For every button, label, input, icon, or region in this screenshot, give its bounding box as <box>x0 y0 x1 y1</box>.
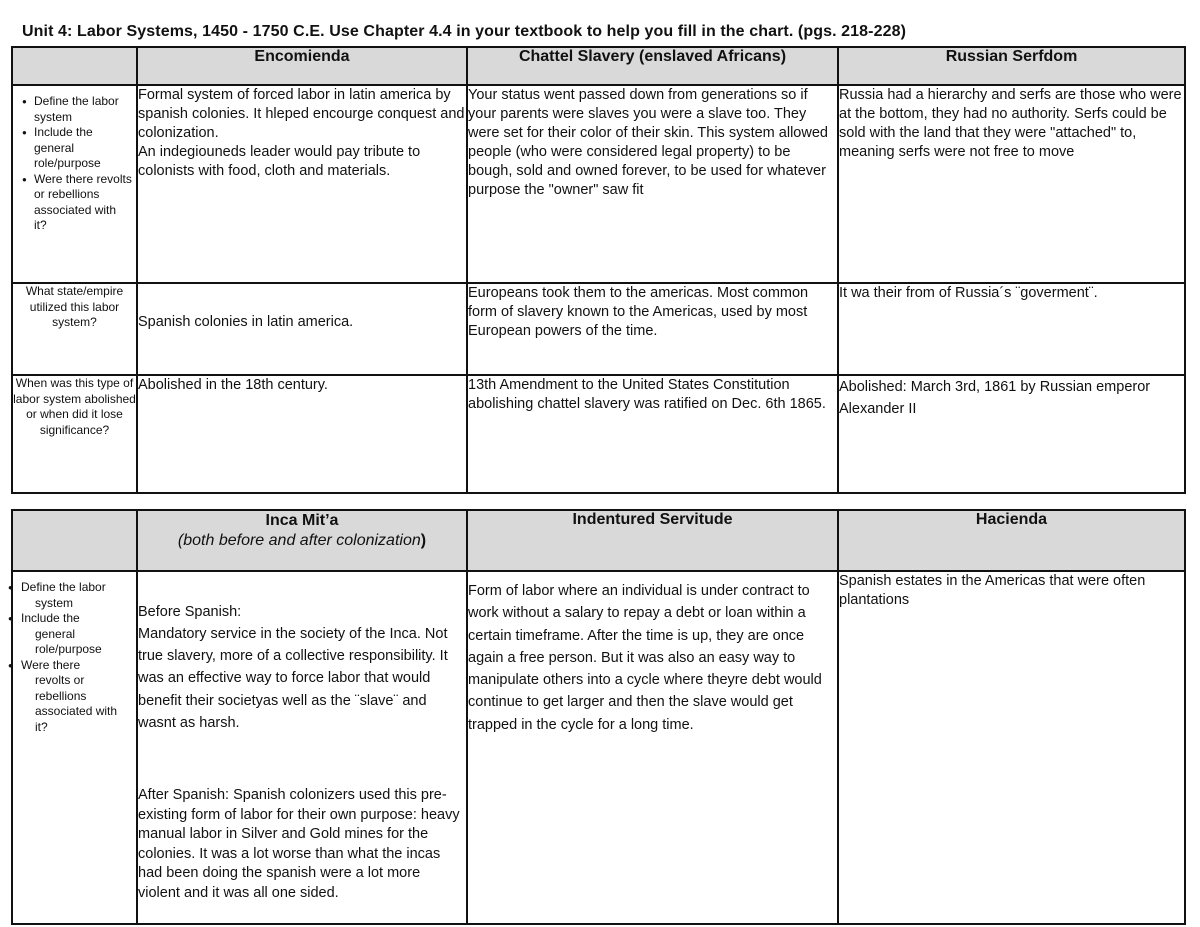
column-header-inca-mita <box>137 510 467 571</box>
row-label-item: ● Were there revolts or rebellions associated with it? <box>13 172 132 234</box>
column-header-title: Inca Mit’a <box>265 512 339 529</box>
column-header-hacienda: Hacienda <box>838 510 1185 571</box>
table-row-definition <box>12 571 1185 924</box>
answer-cell[interactable]: Spanish estates in the Americas that were often plantations <box>838 571 1185 924</box>
column-header-russian-serfdom: Russian Serfdom <box>838 47 1185 85</box>
answer-cell[interactable]: Abolished in the 18th century. <box>137 375 467 493</box>
column-header-indentured-servitude: Indentured Servitude <box>467 510 838 571</box>
answer-cell[interactable]: Europeans took them to the americas. Most common form of slavery known to the Americas, used by most European powers of the time. <box>467 283 838 375</box>
corner-cell <box>12 510 137 571</box>
column-header-chattel-slavery: Chattel Slavery (enslaved Africans) <box>467 47 838 85</box>
answer-cell[interactable]: Your status went passed down from generations so if your parents were slaves you were a slave too. They were set for their color of their skin. This system allowed people (who were considered legal property) to be bough, sold and owned forever, to be used for whatever purpose the "owner" saw fit <box>467 85 838 283</box>
row-label-item: ● Include the general role/purpose <box>13 125 132 172</box>
labor-systems-table-2 <box>11 509 1186 925</box>
answer-paragraph-after-spanish: After Spanish: Spanish colonizers used this pre-existing form of labor for their own purpose: heavy manual labor in Silver and Gold mines for the colonies. It was a lot worse than what the incas had been doing the spanish were a lot more violent and it was all one sided. <box>138 787 460 901</box>
header-row <box>12 47 1185 85</box>
page-title: Unit 4: Labor Systems, 1450 - 1750 C.E. Use Chapter 4.4 in your textbook to help you fill in the chart. (pgs. 218-228) <box>22 23 907 40</box>
column-header-encomienda: Encomienda <box>137 47 467 85</box>
answer-cell[interactable] <box>137 571 467 924</box>
answer-cell[interactable]: Russia had a hierarchy and serfs are those who were at the bottom, they had no authority. Serfs could be sold with the land that they were "attached" to, meaning serfs were not free to move <box>838 85 1185 283</box>
header-row <box>12 510 1185 571</box>
row-label-item: ● Define the labor system <box>13 580 132 611</box>
table-row-abolished <box>12 375 1185 493</box>
answer-cell[interactable]: Spanish colonies in latin america. <box>137 283 467 375</box>
answer-cell[interactable]: 13th Amendment to the United States Constitution abolishing chattel slavery was ratified on Dec. 6th 1865. <box>467 375 838 493</box>
row-label-definition <box>12 85 137 283</box>
answer-cell[interactable]: It wa their from of Russia´s ¨goverment¨. <box>838 283 1185 375</box>
row-label-item: ● Include the general role/purpose <box>13 611 132 658</box>
column-header-subtitle-suffix: ) <box>420 532 427 549</box>
answer-cell[interactable]: Abolished: March 3rd, 1861 by Russian emperor Alexander II <box>838 375 1185 493</box>
row-label-definition <box>12 571 137 924</box>
answer-paragraph-before-spanish: Before Spanish: Mandatory service in the society of the Inca. Not true slavery, more of a collective responsibility. It was an effective way to force labor that would benefit their societyas well as the ¨slave¨ and wasnt as harsh. <box>138 603 448 731</box>
table-row-state-empire <box>12 283 1185 375</box>
row-label-item: ● Were there revolts or rebellions associated with it? <box>13 658 132 736</box>
table-row-definition <box>12 85 1185 283</box>
row-label-abolished: When was this type of labor system abolished or when did it lose significance? <box>12 375 137 493</box>
column-header-subtitle: (both before and after colonization <box>177 532 421 549</box>
answer-cell[interactable]: Formal system of forced labor in latin america by spanish colonies. It hleped encourge conquest and colonization. An indegiouneds leader would pay tribute to colonists with food, cloth and materials. <box>137 85 467 283</box>
corner-cell <box>12 47 137 85</box>
row-label-state-empire: What state/empire utilized this labor system? <box>12 283 137 375</box>
row-label-item: ● Define the labor system <box>13 94 132 125</box>
labor-systems-table-1 <box>11 46 1186 494</box>
answer-cell[interactable]: Form of labor where an individual is under contract to work without a salary to repay a debt or loan within a certain timeframe. After the time is up, they are once again a free person. But it was also an easy way to manipulate others into a cycle where theyre debt would continue to get larger and then the slave would get trapped in the cycle for a long time. <box>467 571 838 924</box>
